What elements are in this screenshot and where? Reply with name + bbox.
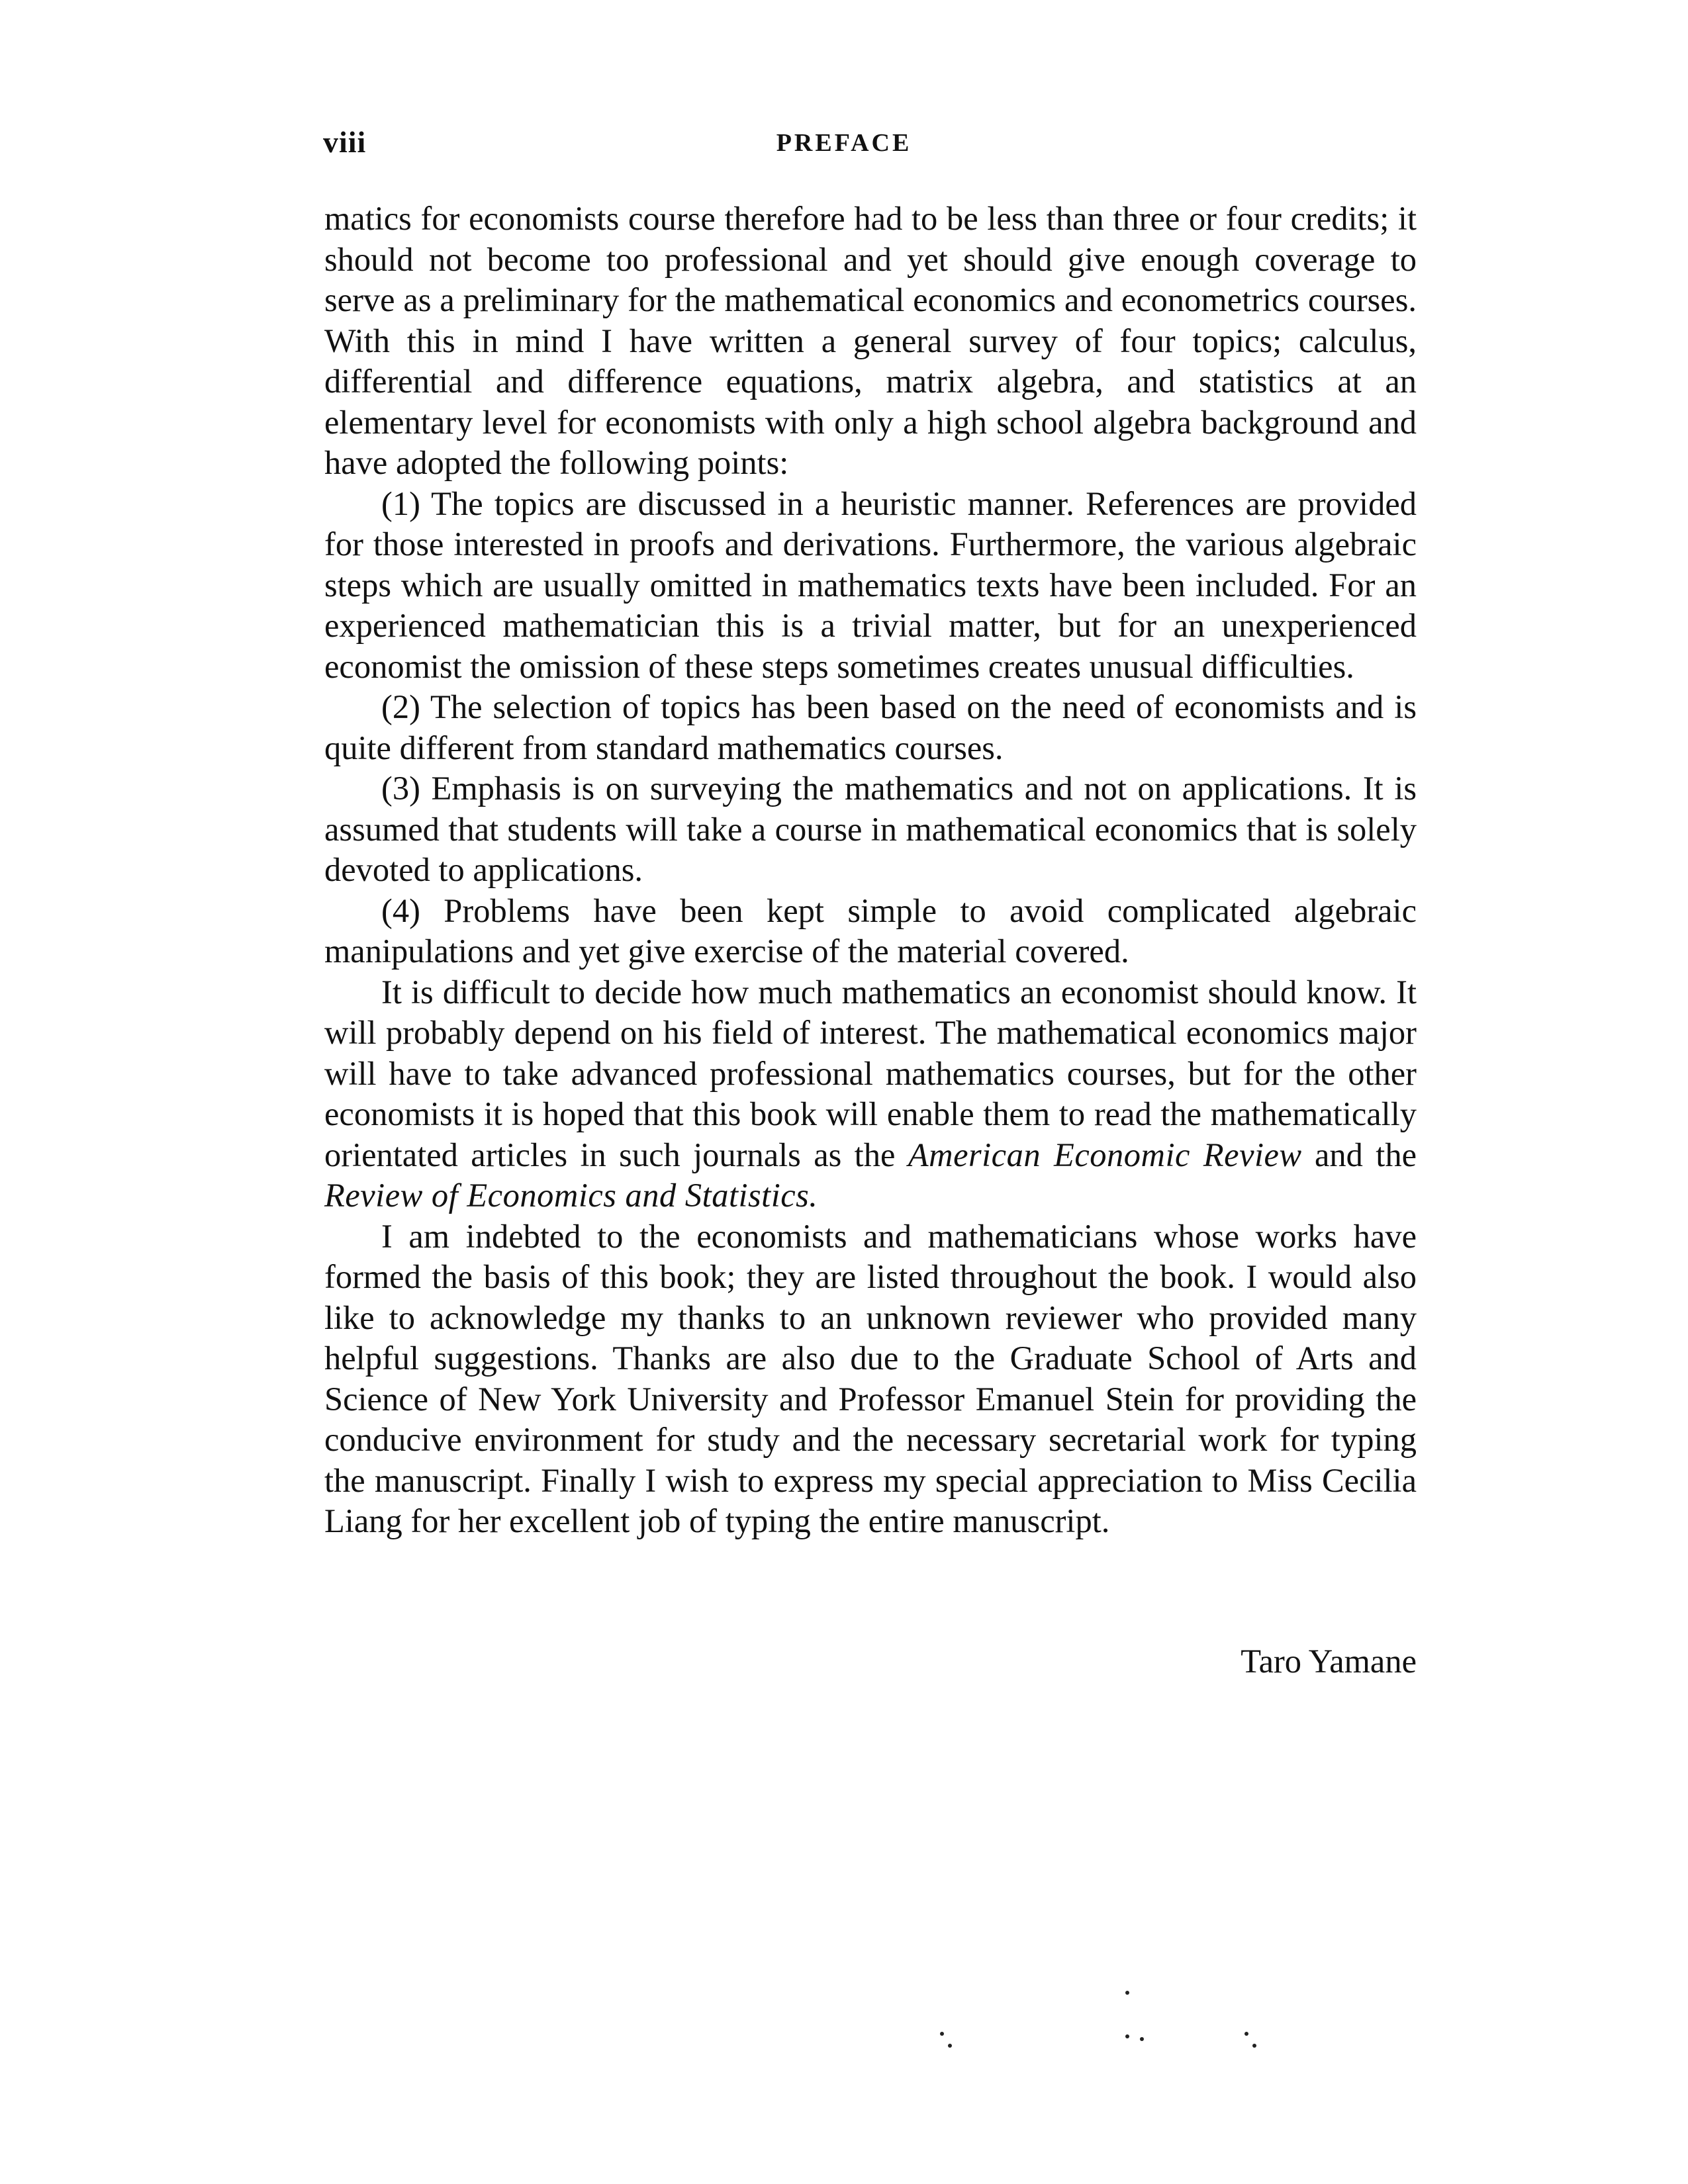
journal-title-res: Review of Economics and Statistics. (324, 1177, 818, 1214)
journal-title-aer: American Economic Review (908, 1136, 1302, 1173)
paragraph-6 (324, 972, 1417, 1216)
paragraph-4: (3) Emphasis is on surveying the mathematics and not on applications. It is assumed that students will take a course in mathematical economics that is solely devoted to applications. (324, 770, 1417, 888)
scan-speck (1244, 2032, 1248, 2036)
scan-speck (1125, 2034, 1129, 2038)
paragraph-2: (1) The topics are discussed in a heuristic manner. References are provided for those interested in proofs and derivations. Furthermore, the various algebraic steps which are usually omitted in mathematics texts have been included. For an experienced mathematician this is a trivial matter, but for an unexperienced economist the omission of these steps sometimes creates unusual difficulties. (324, 484, 1417, 685)
paragraph-6-text: It is difficult to decide how much mathematics an economist should know. It will probably depend on his field of interest. The mathematical economics major will have to take advanced professional mathematics courses, but for the other economists it is hoped that this book will enable them to read the mathematically orientated articles in such journals as the (324, 973, 1417, 1173)
paragraph-7: I am indebted to the economists and mathematicians whose works have formed the basis of this book; they are listed throughout the book. I would also like to acknowledge my thanks to an unknown reviewer who provided many helpful suggestions. Thanks are also due to the Graduate School of Arts and Science of New York University and Professor Emanuel Stein for providing the conducive environment for study and the necessary secretarial work for typing the manuscript. Finally I wish to express my special appreciation to Miss Cecilia Liang for her excellent job of typing the entire manuscript. (324, 1217, 1417, 1539)
scan-speck (948, 2044, 952, 2048)
paragraph-1: matics for economists course therefore had to be less than three or four credits; it should not become too professional and yet should give enough coverage to serve as a preliminary for the mathematical economics and econometrics courses. With this in mind I have written a general survey of four topics; calculus, differential and difference equations, matrix algebra, and statistics at an elementary level for economists with only a high school algebra background and have adopted the following points: (324, 200, 1417, 481)
paragraph-5: (4) Problems have been kept simple to avoid complicated algebraic manipulations and yet give exercise of the material covered. (324, 891, 1417, 970)
scan-speck (1140, 2037, 1144, 2041)
scan-speck (1125, 1991, 1129, 1995)
paragraph-3: (2) The selection of topics has been based on the need of economists and is quite different from standard mathematics courses. (324, 688, 1417, 766)
page-number: viii (323, 125, 367, 159)
author-signature: Taro Yamane (1241, 1643, 1417, 1680)
scan-speck (940, 2032, 944, 2036)
paragraph-6-conjunction: and the (1301, 1136, 1417, 1173)
running-head: PREFACE (776, 129, 912, 157)
preface-body (324, 199, 1417, 1542)
scan-speck (1252, 2044, 1256, 2048)
